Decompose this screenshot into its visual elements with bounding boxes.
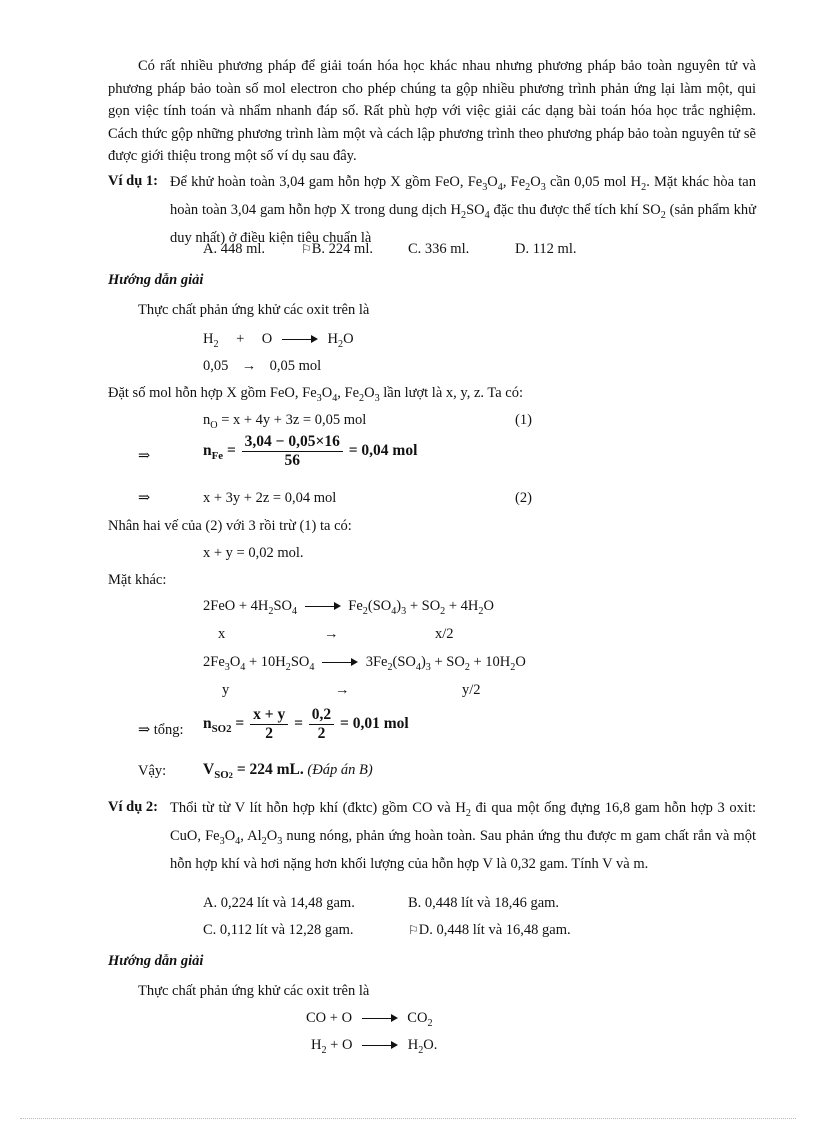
reaction-arrow [362,1014,398,1024]
example-2-label: Ví dụ 2: [108,799,158,815]
example-1-label: Ví dụ 1: [108,173,158,189]
example-2-option-b: B. 0,448 lít và 18,46 gam. [408,895,560,911]
equation-2: x + 3y + 2z = 0,04 mol [203,490,337,506]
reaction-fe3o4-y2: y/2 [462,682,481,698]
solution-2-heading: Hướng dẫn giải [108,953,204,969]
example-1-option-a: A. 448 ml. [203,241,266,257]
other-hand-line: Mặt khác: [108,572,167,588]
multiply-line: Nhân hai vế của (2) với 3 rồi trừ (1) ta có: [108,518,352,534]
x-plus-y-line: x + y = 0,02 mol. [203,545,304,561]
n-fe-formula: $n_{Fe}$ = $\frac{3,04 - 0,05\times 16}{56}$ = 0,04 mol [203,433,418,469]
reaction-arrow [305,602,341,612]
reaction-arrow [322,658,358,668]
n-so2-formula: $n_{SO2}$ = $\frac{x + y}{2}$ = $\frac{0,2}{2}$ = 0,01 mol [203,706,409,742]
reaction-fe3o4-y: y [222,682,230,698]
example-2-question: Thổi từ từ V lít hỗn hợp khí (đktc) gồm CO và $H_2$ đi qua một ống đựng 16,8 gam hỗn hợp 3 oxit: CuO, $Fe_3O_4$, $Al_2O_3$ nung nóng, phản ứng hoàn toàn. Sau phản ứng thu được m gam chất rắn và một hỗn hợp khí và hơi nặng hơn khối lượng của hỗn hợp V là 0,32 gam. Tính V và m. [170,800,756,872]
equation-1-number: (1) [515,412,532,428]
flag-icon: ⚐ [301,242,312,256]
example-2-option-a: A. 0,224 lít và 14,48 gam. [203,895,355,911]
reaction-co: CO + O $CO_2$ [306,1010,433,1029]
reaction-h2: $H_2 + O$ $H_2O$. [311,1037,438,1056]
equation-1: $n_O = x + 4y + 3z = 0,05$ mol [203,412,367,431]
example-1-option-c: C. 336 ml. [408,241,470,257]
n-fe-fraction: $\frac{3,04 - 0,05\times 16}{56}$ [242,433,343,470]
example-1-question: Để khử hoàn toàn 3,04 gam hỗn hợp X gồm FeO, $Fe_3O_4$, $Fe_2O_3$ cần 0,05 mol $H_2$. Mặt khác hòa tan hoàn toàn 3,04 gam hỗn hợp X trong dung dịch $H_2SO_4$ đặc thu được thể tích khí $SO_2$ (sản phẩm khử duy nhất) ở điều kiện tiêu chuẩn là [170,174,756,246]
reaction-feo-x2: x/2 [435,626,454,642]
sum-label: ⇒ tổng: [138,722,184,738]
intro-paragraph: Có rất nhiều phương pháp để giải toán hóa học khác nhau nhưng phương pháp bảo toàn nguyên tử và phương pháp bảo toàn số mol electron cho phép chúng ta gộp nhiều phương trình phản ứng lại làm một, qui gọn việc tính toán và nhẩm nhanh đáp số. Rất phù hợp với việc giải các dạng bài toán hóa học trắc nghiệm. Cách thức gộp những phương trình làm một và cách lập phương trình theo phương pháp bảo toàn nguyên tử sẽ được giới thiệu trong một số ví dụ sau đây. [108,58,756,164]
implies-symbol-2: ⇒ [138,490,151,506]
example-2-option-c: C. 0,112 lít và 12,28 gam. [203,922,354,938]
flag-icon: ⚐ [408,923,419,937]
solution-2-intro: Thực chất phản ứng khử các oxit trên là [138,983,370,999]
reaction-arrow [282,335,318,345]
solution-1-intro: Thực chất phản ứng khử các oxit trên là [138,302,370,318]
reaction-feo-x: x [218,626,226,642]
example-1-option-d: D. 112 ml. [515,241,577,257]
sum-fraction-2: $\frac{0,2}{2}$ [309,706,334,743]
page-bottom-divider [20,1118,796,1119]
reaction-feo-arrow: → [324,626,339,642]
example-2-option-d: ⚐D. 0,448 lít và 16,48 gam. [408,922,571,938]
reaction-fe3o4-arrow: → [335,682,350,698]
volume-result: $V_{SO2} = 224$ mL. (Đáp án B) [203,761,373,782]
solution-1-heading: Hướng dẫn giải [108,272,204,288]
set-variables-line: Đặt số mol hỗn hợp X gồm FeO, $Fe_3O_4$, $Fe_2O_3$ lần lượt là x, y, z. Ta có: [108,385,523,404]
reaction-arrow [362,1041,398,1051]
equation-2-number: (2) [515,490,532,506]
sum-fraction-1: $\frac{x + y}{2}$ [250,706,288,743]
example-1-option-b: ⚐B. 224 ml. [301,241,373,257]
therefore-label: Vậy: [138,763,167,779]
reaction-feo: $2FeO + 4H_2SO_4$ $Fe_2(SO_4)_3 + SO_2 + 4H_2O$ [203,598,494,617]
mole-ratio-line: 0,05 → 0,05 mol [203,358,322,374]
reaction-fe3o4: $2Fe_3O_4 + 10H_2SO_4$ $3Fe_2(SO_4)_3 + SO_2 + 10H_2O$ [203,654,526,673]
implies-symbol: ⇒ [138,448,151,464]
reaction-h2-o: $H_2 + O$ $H_2O$ [203,331,354,350]
